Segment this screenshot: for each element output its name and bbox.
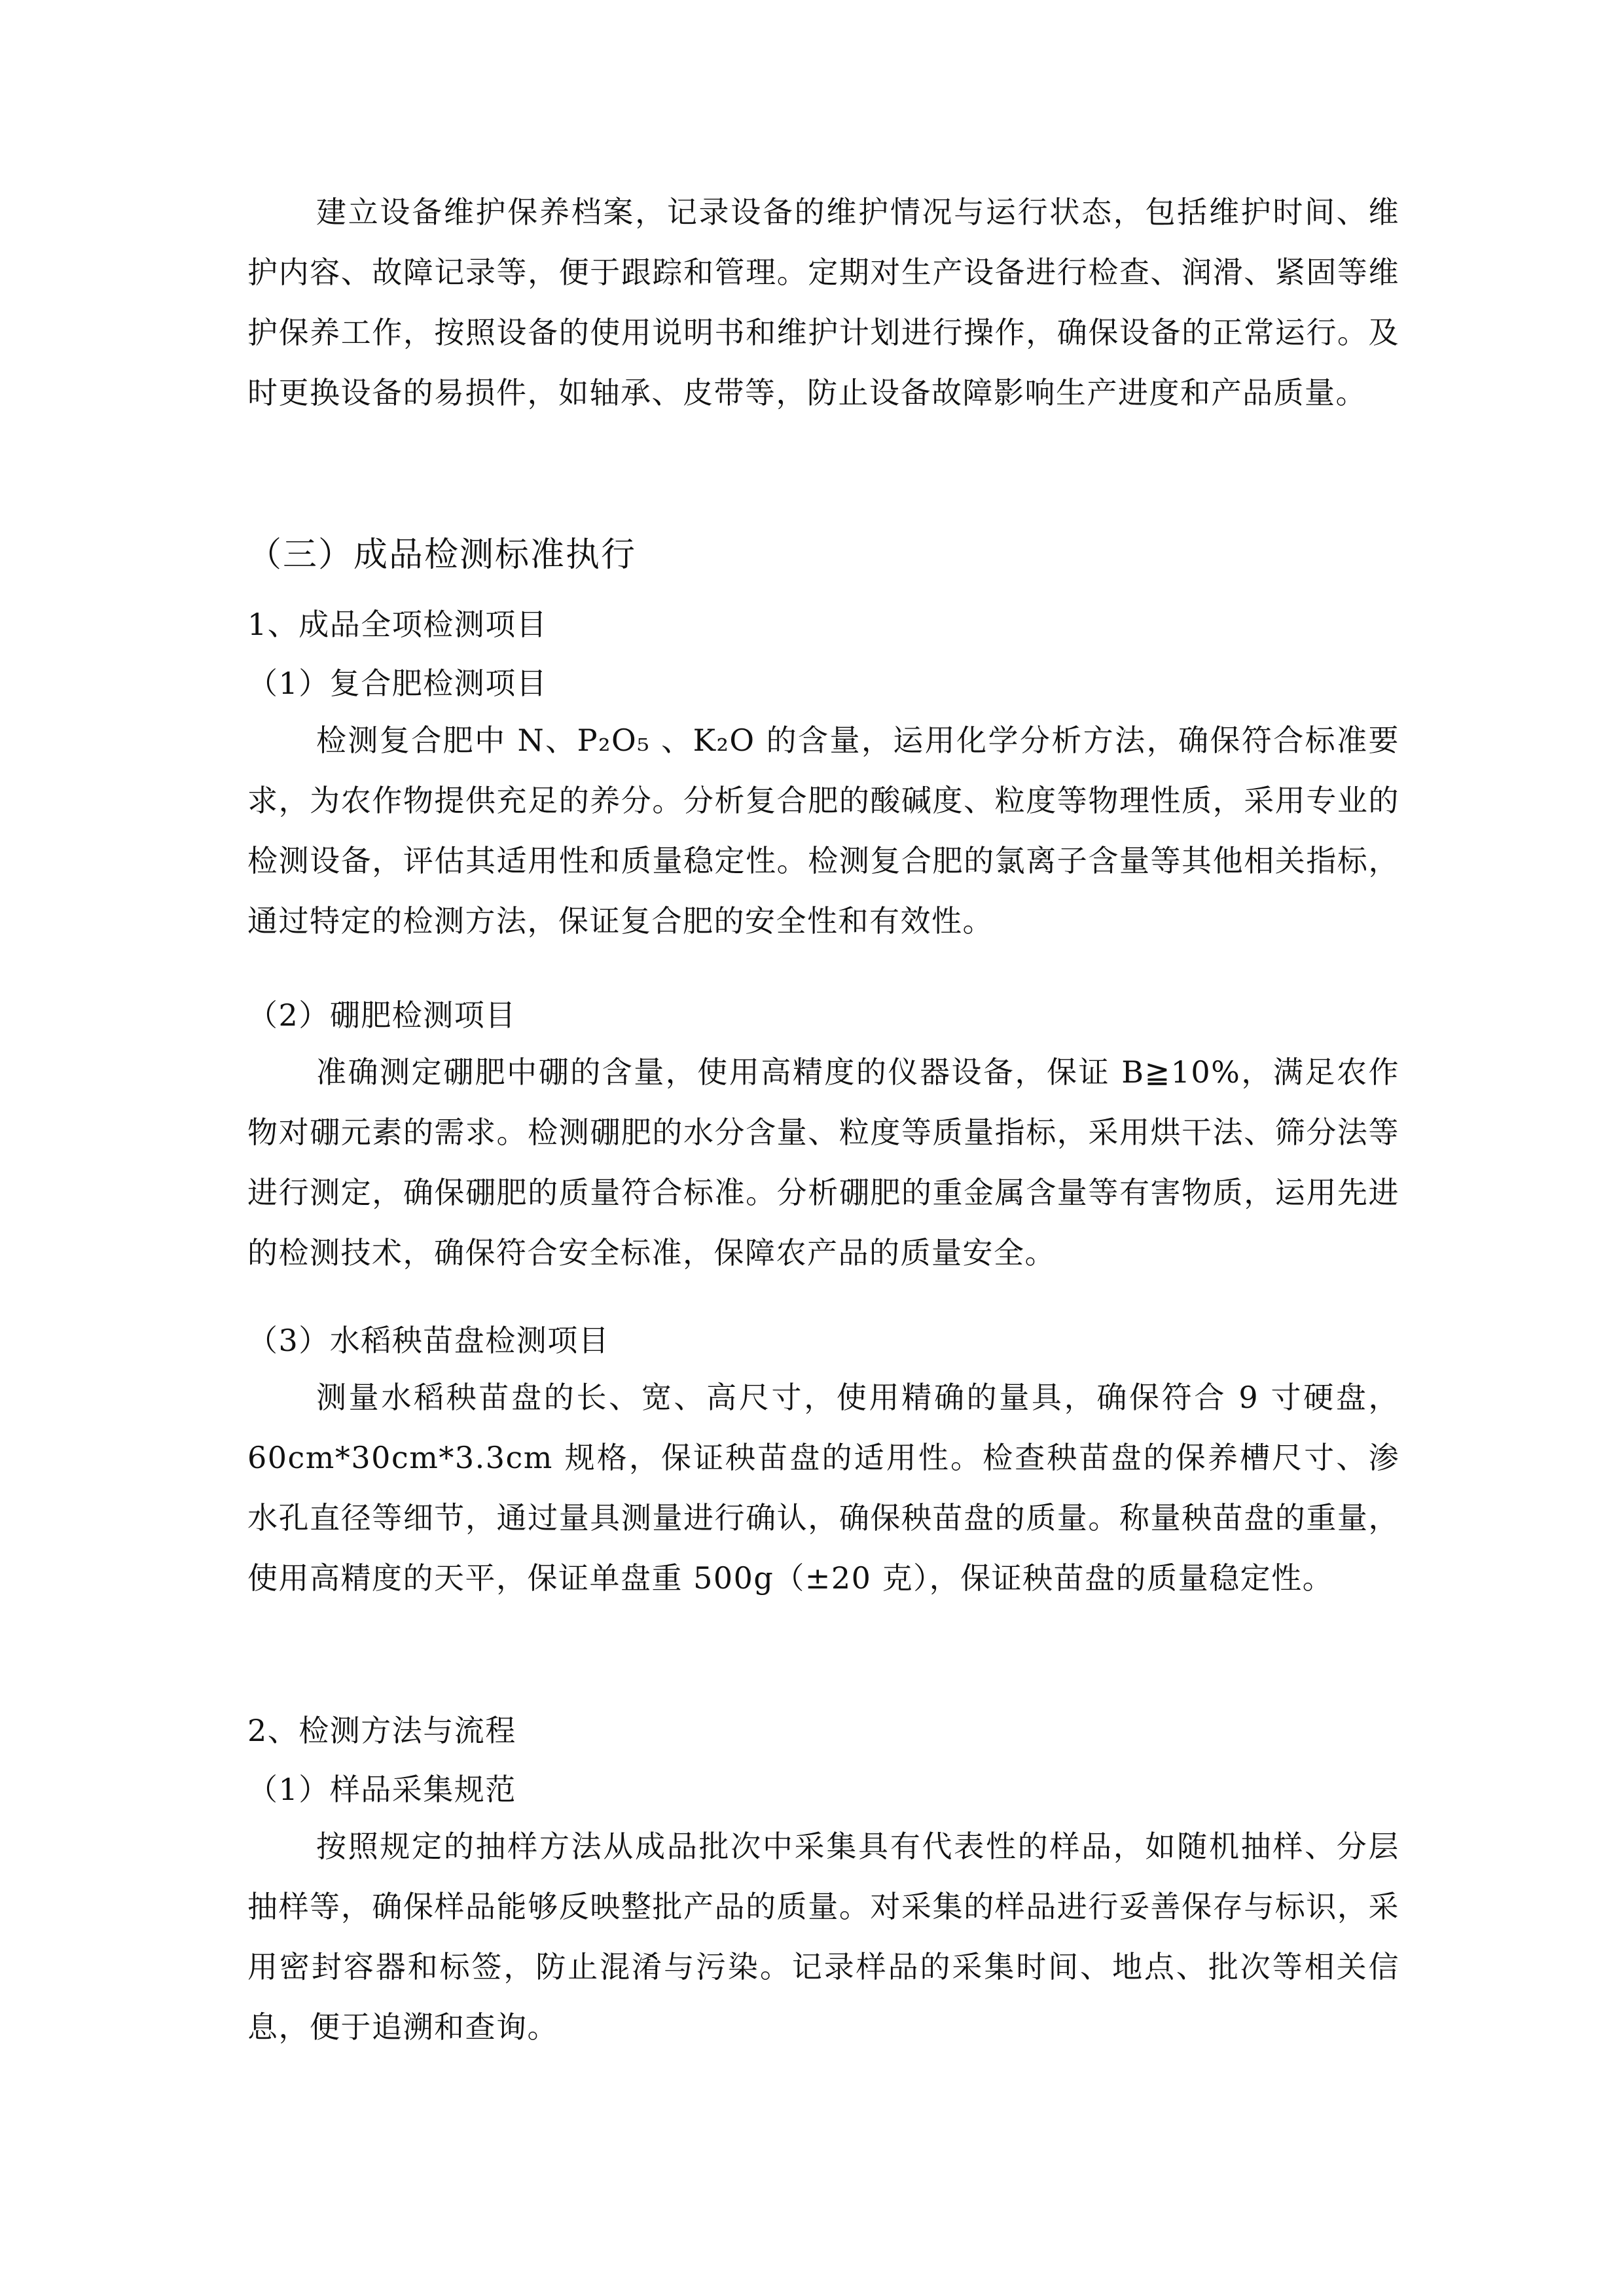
paragraph-compound-fertilizer: 检测复合肥中 N、P₂O₅ 、K₂O 的含量，运用化学分析方法，确保符合标准要求，为农作物提供充足的养分。分析复合肥的酸碱度、粒度等物理性质，采用专业的检测设备，评估其适用性和质量稳定性。检测复合肥的氯离子含量等其他相关指标，通过特定的检测方法，保证复合肥的安全性和有效性。 xyxy=(247,723,1399,939)
section-heading-product-testing: （三）成品检测标准执行 xyxy=(247,535,637,575)
document-page xyxy=(247,0,1399,2296)
heading-compound-fertilizer: （1）复合肥检测项目 xyxy=(247,666,548,701)
heading-boron-fertilizer: （2）硼肥检测项目 xyxy=(247,997,516,1033)
heading-seedling-tray: （3）水稻秧苗盘检测项目 xyxy=(247,1323,610,1358)
paragraph-seedling-tray: 测量水稻秧苗盘的长、宽、高尺寸，使用精确的量具，确保符合 9 寸硬盘，60cm*30cm*3.3cm 规格，保证秧苗盘的适用性。检查秧苗盘的保养槽尺寸、渗水孔直径等细节，通过量具测量进行确认，确保秧苗盘的质量。称量秧苗盘的重量，使用高精度的天平，保证单盘重 500g（±20 克），保证秧苗盘的质量稳定性。 xyxy=(247,1380,1399,1596)
heading-sample-collection: （1）样品采集规范 xyxy=(247,1772,516,1807)
heading-full-item-testing: 1、成品全项检测项目 xyxy=(247,607,548,642)
heading-test-methods: 2、检测方法与流程 xyxy=(247,1713,516,1748)
paragraph-equipment-maintenance: 建立设备维护保养档案，记录设备的维护情况与运行状态，包括维护时间、维护内容、故障记录等，便于跟踪和管理。定期对生产设备进行检查、润滑、紧固等维护保养工作，按照设备的使用说明书和维护计划进行操作，确保设备的正常运行。及时更换设备的易损件，如轴承、皮带等，防止设备故障影响生产进度和产品质量。 xyxy=(247,194,1399,410)
paragraph-sample-collection: 按照规定的抽样方法从成品批次中采集具有代表性的样品，如随机抽样、分层抽样等，确保样品能够反映整批产品的质量。对采集的样品进行妥善保存与标识，采用密封容器和标签，防止混淆与污染。记录样品的采集时间、地点、批次等相关信息，便于追溯和查询。 xyxy=(247,1829,1399,2045)
paragraph-boron-fertilizer: 准确测定硼肥中硼的含量，使用高精度的仪器设备，保证 B≧10%，满足农作物对硼元素的需求。检测硼肥的水分含量、粒度等质量指标，采用烘干法、筛分法等进行测定，确保硼肥的质量符合标准。分析硼肥的重金属含量等有害物质，运用先进的检测技术，确保符合安全标准，保障农产品的质量安全。 xyxy=(247,1054,1399,1270)
